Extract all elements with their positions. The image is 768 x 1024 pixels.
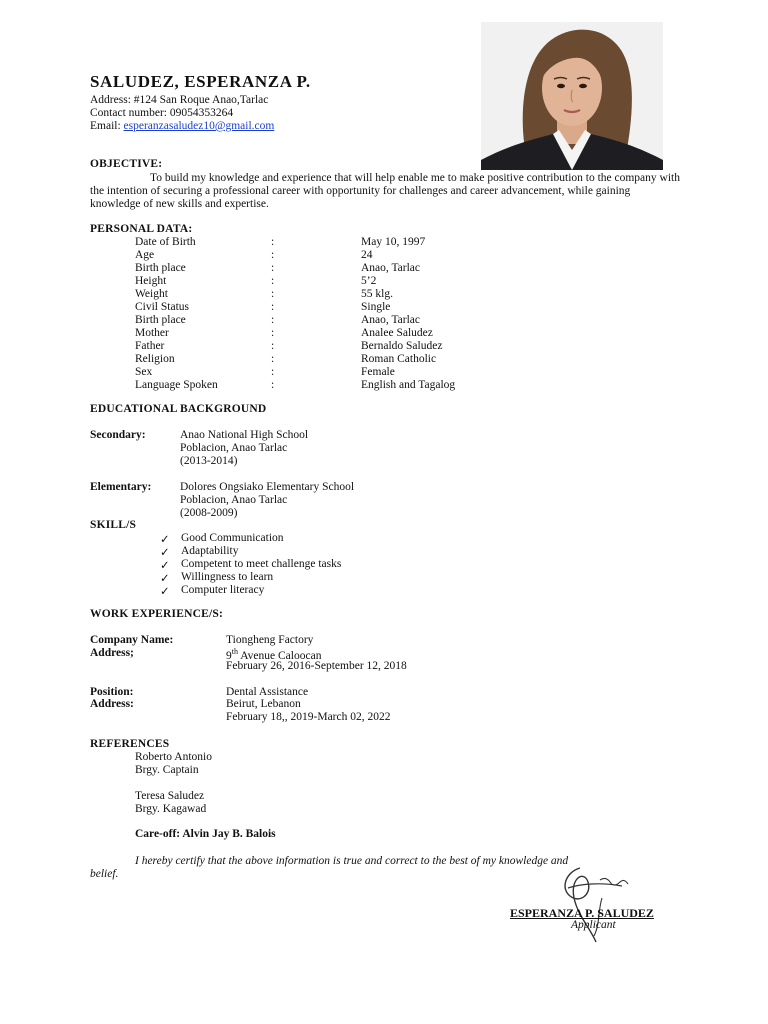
pd-label: Language Spoken <box>135 379 218 391</box>
pd-label: Father <box>135 340 165 352</box>
care-of: Care-off: Alvin Jay B. Balois <box>135 828 276 840</box>
email-line <box>90 120 274 133</box>
secondary-location: Poblacion, Anao Tarlac <box>180 442 288 454</box>
check-icon: ✓ <box>160 534 170 546</box>
skill-item <box>160 571 460 584</box>
address-line: Address: #124 San Roque Anao,Tarlac <box>90 94 269 106</box>
pd-colon: : <box>271 379 275 391</box>
pd-colon: : <box>271 236 275 248</box>
pd-colon: : <box>271 353 275 365</box>
personal-data-row <box>135 249 635 262</box>
company-label: Company Name: <box>90 634 174 646</box>
references-heading: REFERENCES <box>90 738 170 750</box>
check-icon: ✓ <box>160 560 170 572</box>
personal-data-row <box>135 301 635 314</box>
signatory-title: Applicant <box>571 919 616 931</box>
reference-2-name: Teresa Saludez <box>135 790 205 802</box>
pd-value: Single <box>361 301 391 313</box>
pd-colon: : <box>271 249 275 261</box>
secondary-label: Secondary: <box>90 429 146 441</box>
handwritten-signature <box>540 858 640 944</box>
pd-label: Religion <box>135 353 175 365</box>
personal-data-table <box>135 236 655 396</box>
pd-value: 5’2 <box>361 275 377 287</box>
check-icon: ✓ <box>160 586 170 598</box>
pd-colon: : <box>271 366 275 378</box>
pd-value: 24 <box>361 249 373 261</box>
skills-heading: SKILL/S <box>90 519 137 531</box>
personal-data-row <box>135 262 635 275</box>
pd-label: Civil Status <box>135 301 189 313</box>
pd-label: Birth place <box>135 262 186 274</box>
pd-value: Female <box>361 366 395 378</box>
skill-item <box>160 545 460 558</box>
job1-address: 9th Avenue Caloocan <box>226 647 322 662</box>
personal-data-row <box>135 275 635 288</box>
elementary-school: Dolores Ongsiako Elementary School <box>180 481 355 493</box>
contact-line: Contact number: 09054353264 <box>90 107 234 119</box>
pd-colon: : <box>271 262 275 274</box>
skill-text: Computer literacy <box>181 584 265 596</box>
pd-colon: : <box>271 314 275 326</box>
reference-1-title: Brgy. Captain <box>135 764 199 776</box>
pd-value: Roman Catholic <box>361 353 437 365</box>
objective-heading: OBJECTIVE: <box>90 158 163 170</box>
job1-address-label: Address; <box>90 647 134 659</box>
secondary-school: Anao National High School <box>180 429 309 441</box>
personal-data-row <box>135 314 635 327</box>
reference-1-name: Roberto Antonio <box>135 751 212 763</box>
pd-label: Mother <box>135 327 169 339</box>
elementary-label: Elementary: <box>90 481 152 493</box>
job2-address-label: Address: <box>90 698 134 710</box>
job1-dates: February 26, 2016-September 12, 2018 <box>226 660 407 672</box>
pd-colon: : <box>271 301 275 313</box>
certification-line-2: belief. <box>90 868 119 880</box>
skill-text: Adaptability <box>181 545 239 557</box>
pd-label: Height <box>135 275 167 287</box>
personal-data-row <box>135 327 635 340</box>
job2-dates: February 18,, 2019-March 02, 2022 <box>226 711 391 723</box>
pd-label: Date of Birth <box>135 236 196 248</box>
personal-data-row <box>135 288 635 301</box>
elementary-years: (2008-2009) <box>180 507 238 519</box>
pd-label: Weight <box>135 288 168 300</box>
certification-line-1: I hereby certify that the above information is true and correct to the best of my knowledge and <box>135 855 569 867</box>
skill-item <box>160 584 460 597</box>
personal-data-heading: PERSONAL DATA: <box>90 223 193 235</box>
skill-item <box>160 558 460 571</box>
elementary-location: Poblacion, Anao Tarlac <box>180 494 288 506</box>
education-heading: EDUCATIONAL BACKGROUND <box>90 403 267 415</box>
pd-colon: : <box>271 327 275 339</box>
pd-value: English and Tagalog <box>361 379 456 391</box>
pd-value: Anao, Tarlac <box>361 314 421 326</box>
check-icon: ✓ <box>160 547 170 559</box>
pd-label: Age <box>135 249 155 261</box>
applicant-name: SALUDEZ, ESPERANZA P. <box>90 72 311 91</box>
position-label: Position: <box>90 686 134 698</box>
pd-label: Sex <box>135 366 153 378</box>
company-name: Tiongheng Factory <box>226 634 314 646</box>
email-link[interactable]: esperanzasaludez10@gmail.com <box>123 120 275 132</box>
personal-data-row <box>135 379 635 392</box>
position-value: Dental Assistance <box>226 686 309 698</box>
skill-text: Willingness to learn <box>181 571 274 583</box>
check-icon: ✓ <box>160 573 170 585</box>
personal-data-row <box>135 366 635 379</box>
applicant-photo <box>481 22 663 170</box>
skills-list <box>160 532 460 598</box>
signatory-name: ESPERANZA P. SALUDEZ <box>510 906 654 920</box>
skill-text: Competent to meet challenge tasks <box>181 558 342 570</box>
personal-data-row <box>135 340 635 353</box>
work-heading: WORK EXPERIENCE/S: <box>90 608 223 620</box>
secondary-years: (2013-2014) <box>180 455 238 467</box>
personal-data-row <box>135 353 635 366</box>
personal-data-row <box>135 236 635 249</box>
objective-text: To build my knowledge and experience that will help enable me to make positive contribution to the company with the intention of securing a professional career with opportunity for challenges and career advancement, while gaining knowledge of new skills and expertise. <box>90 172 680 210</box>
job2-address: Beirut, Lebanon <box>226 698 301 710</box>
pd-label: Birth place <box>135 314 186 326</box>
pd-colon: : <box>271 288 275 300</box>
pd-value: 55 klg. <box>361 288 393 300</box>
reference-2-title: Brgy. Kagawad <box>135 803 207 815</box>
pd-colon: : <box>271 275 275 287</box>
email-label: Email: <box>90 120 121 132</box>
pd-value: May 10, 1997 <box>361 236 426 248</box>
pd-value: Anao, Tarlac <box>361 262 421 274</box>
pd-colon: : <box>271 340 275 352</box>
pd-value: Analee Saludez <box>361 327 433 339</box>
skill-item <box>160 532 460 545</box>
pd-value: Bernaldo Saludez <box>361 340 443 352</box>
skill-text: Good Communication <box>181 532 284 544</box>
